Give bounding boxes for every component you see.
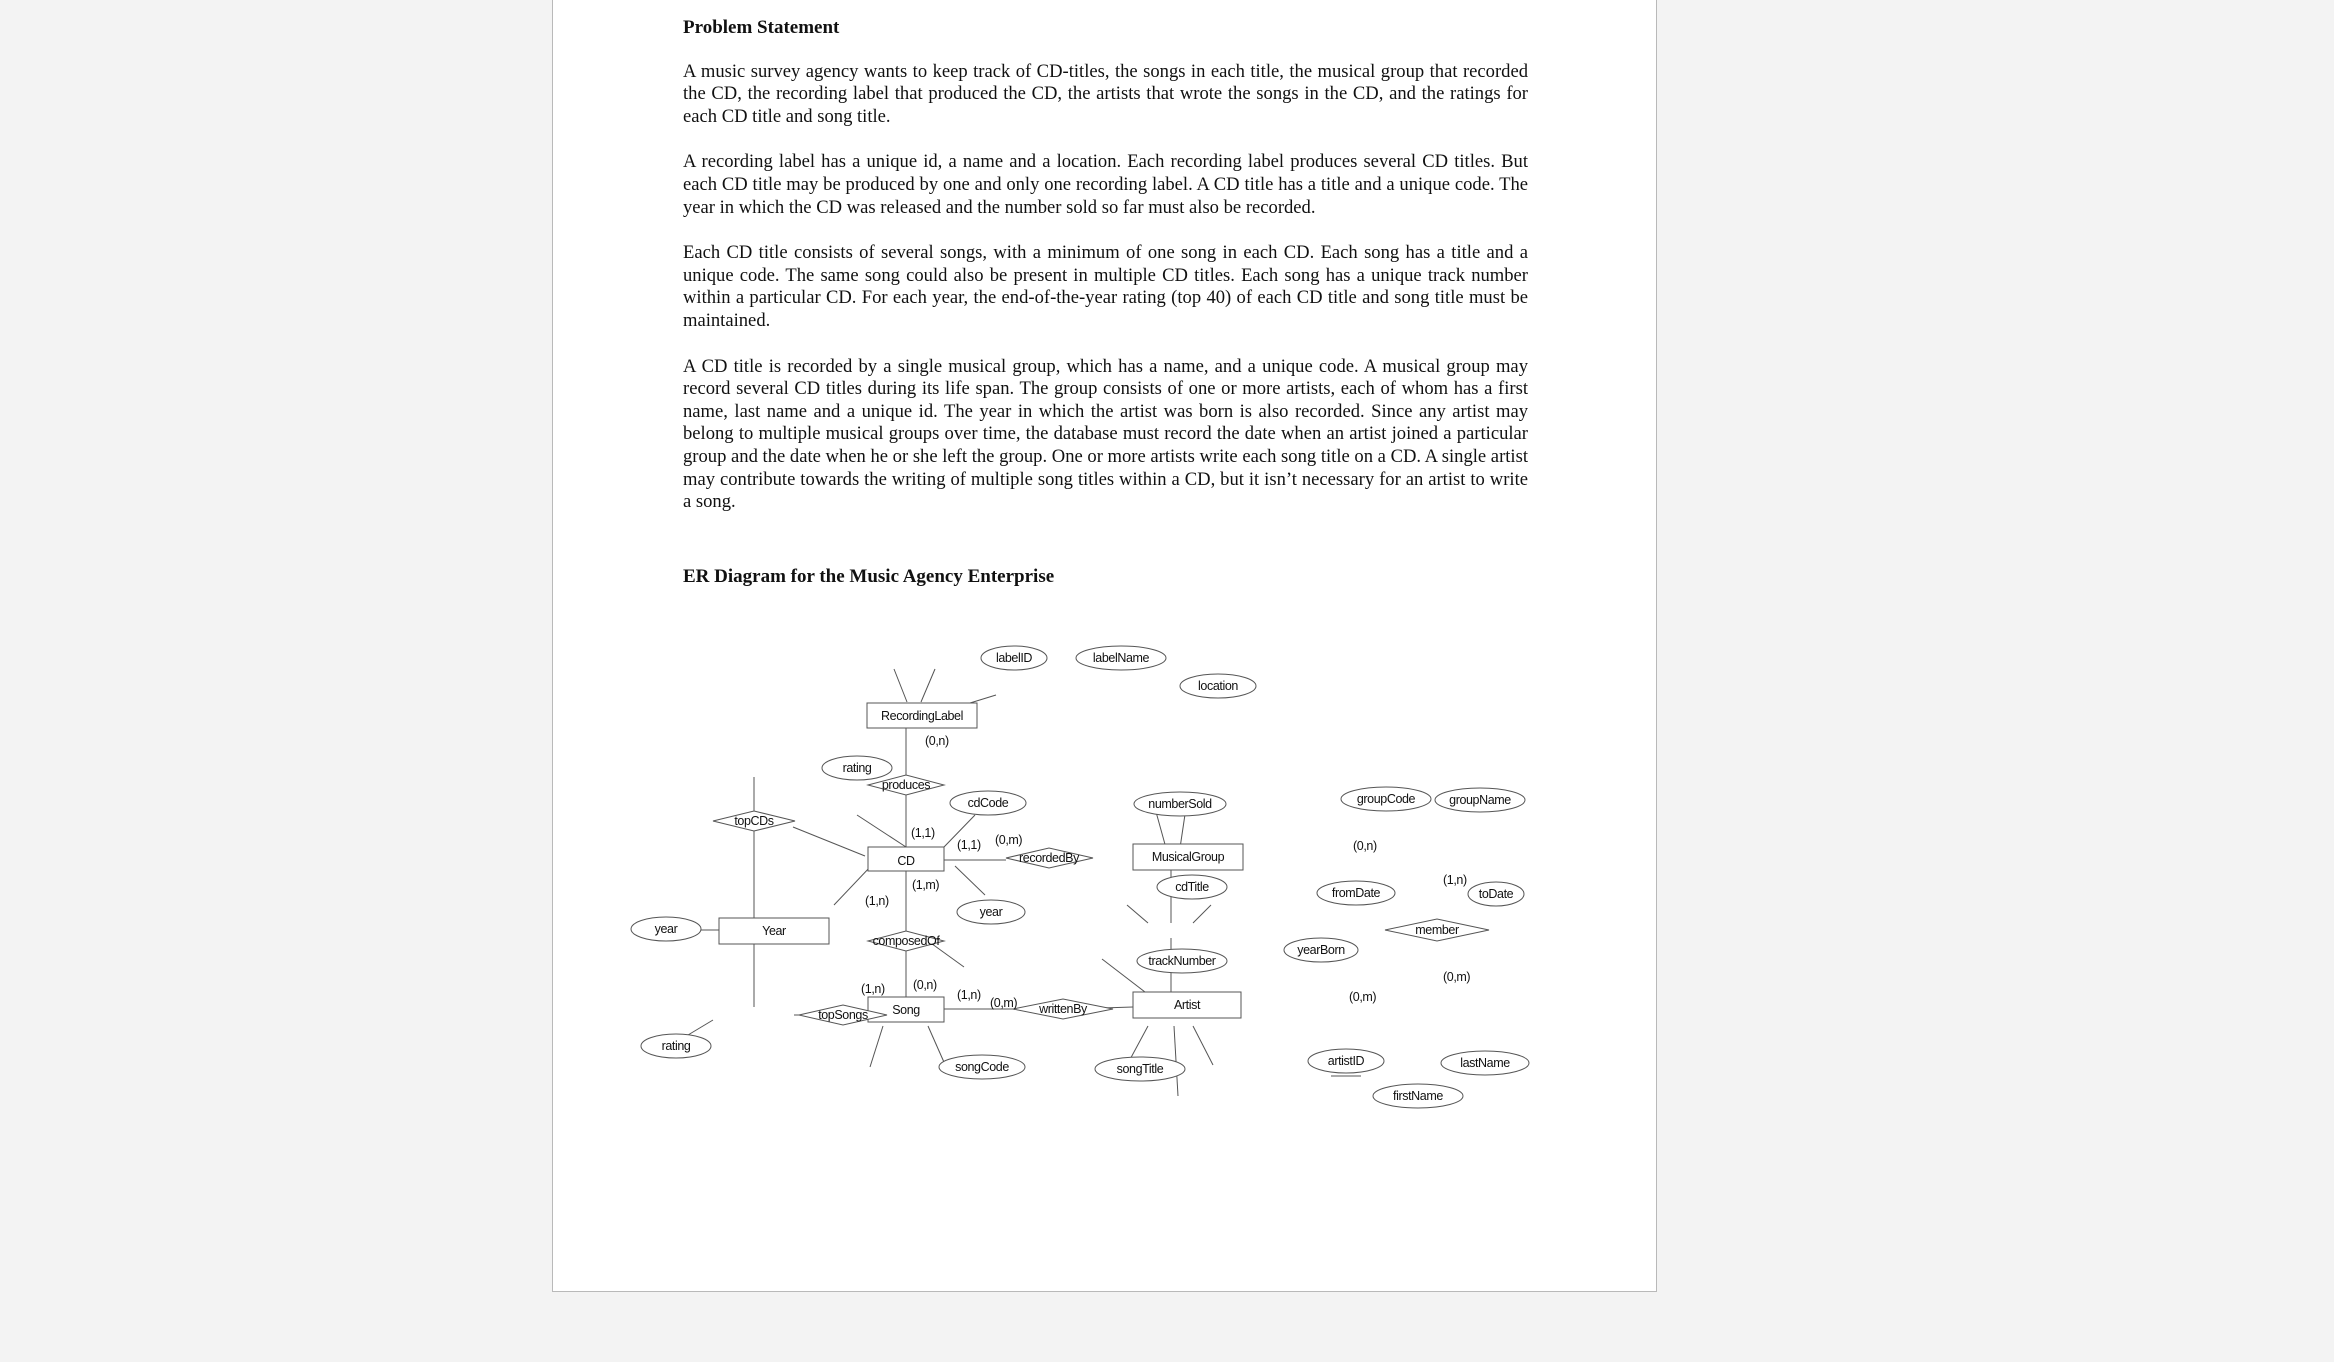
attribute-rating-cds: [822, 756, 892, 780]
entity-song: [868, 997, 944, 1022]
svg-text:year: year: [654, 922, 678, 936]
svg-text:artistID: artistID: [1327, 1054, 1365, 1068]
attribute-from-date: [1317, 881, 1395, 905]
problem-statement-heading: Problem Statement: [683, 17, 840, 38]
relationship-written-by: [1013, 999, 1113, 1019]
er-diagram-heading: ER Diagram for the Music Agency Enterprise: [683, 566, 1055, 587]
svg-text:recordedBy: recordedBy: [1019, 851, 1079, 865]
cardinality-artist-member: (0,m): [1443, 970, 1471, 984]
svg-text:member: member: [1415, 923, 1459, 937]
cardinality-song-topsongs: (0,m): [990, 996, 1018, 1010]
svg-text:MusicalGroup: MusicalGroup: [1151, 850, 1225, 864]
attribute-location: [1180, 674, 1256, 698]
attribute-song-code: [939, 1055, 1025, 1079]
paragraph-3: Each CD title consists of several songs, with a minimum of one song in each CD. Each song has a title and a unique code. The same song could also be present in multiple CD titles. Each song has a unique track number within a particular CD. For each year, the end-of-the-year rating (top 40) of each CD title and song title must be maintained.: [683, 242, 1528, 331]
svg-text:numberSold: numberSold: [1148, 797, 1212, 811]
svg-text:Artist: Artist: [1173, 998, 1201, 1012]
document-page: [552, 0, 1657, 1292]
svg-text:yearBorn: yearBorn: [1297, 943, 1345, 957]
paragraph-2: A recording label has a unique id, a name and a location. Each recording label produces several CD titles. But each CD title may be produced by one and only one recording label. A CD title has a title and a unique code. The year in which the CD was released and the number sold so far must also be recorded.: [683, 151, 1528, 218]
svg-text:songCode: songCode: [955, 1060, 1009, 1074]
svg-text:topSongs: topSongs: [818, 1008, 868, 1022]
svg-text:toDate: toDate: [1478, 887, 1514, 901]
svg-text:Song: Song: [892, 1003, 920, 1017]
entity-artist: [1133, 992, 1241, 1018]
attribute-cd-code: [950, 791, 1026, 815]
svg-text:Year: Year: [762, 924, 786, 938]
entity-cd: [868, 847, 944, 871]
svg-text:labelName: labelName: [1092, 651, 1150, 665]
paragraph-4: A CD title is recorded by a single musical group, which has a name, and a unique code. A musical group may record several CD titles during its life span. The group consists of one or more artists, each of whom has a first name, last name and a unique id. The year in which the artist was born is also recorded. Since any artist may belong to multiple musical groups over time, the database must record the date when an artist joined a particular group and the date when he or she left the group. One or more artists write each song title on a CD. A single artist may contribute towards the writing of multiple song titles within a CD, but it isn’t necessary for an artist to write a song.: [683, 355, 1528, 513]
attribute-artist-id: [1308, 1049, 1384, 1076]
cardinality-group-recordedby: (0,n): [1353, 839, 1377, 853]
entity-musical-group: [1133, 844, 1243, 870]
svg-text:groupCode: groupCode: [1356, 792, 1416, 806]
paragraph-1: A music survey agency wants to keep track of CD-titles, the songs in each title, the musical group that recorded the CD, the recording label that produced the CD, the artists that wrote the songs in the CD, and the ratings for each CD title and song title.: [683, 60, 1528, 127]
entity-recording-label: [867, 703, 977, 728]
relationship-recorded-by: [1006, 848, 1093, 868]
attribute-year-born: [1284, 938, 1358, 962]
svg-text:topCDs: topCDs: [734, 814, 774, 828]
cardinality-cd-recordedby: (1,1): [957, 838, 981, 852]
cardinality-cd-composedof: (1,m): [912, 878, 940, 892]
attribute-song-title: [1095, 1057, 1185, 1081]
svg-text:composedOf: composedOf: [872, 934, 940, 948]
relationship-top-cds: [713, 811, 795, 831]
cardinality-cd-produces: (1,1): [911, 826, 935, 840]
attribute-label-name: [1076, 646, 1166, 670]
attribute-rating-songs: [641, 1034, 711, 1058]
relationship-composed-of: [868, 931, 944, 951]
svg-text:cdTitle: cdTitle: [1175, 880, 1209, 894]
relationship-produces: [868, 775, 944, 795]
entity-year: [719, 918, 829, 944]
attribute-group-name: [1435, 788, 1525, 812]
attribute-number-sold: [1134, 792, 1226, 816]
attribute-to-date: [1468, 882, 1524, 906]
attribute-last-name: [1441, 1051, 1529, 1075]
relationship-member: [1385, 919, 1489, 941]
svg-text:RecordingLabel: RecordingLabel: [881, 709, 963, 723]
svg-text:produces: produces: [881, 778, 931, 792]
svg-text:CD: CD: [897, 854, 915, 868]
cardinality-song-writtenby: (1,n): [957, 988, 981, 1002]
attribute-year: [631, 917, 701, 941]
svg-text:groupName: groupName: [1449, 793, 1511, 807]
svg-text:writtenBy: writtenBy: [1039, 1002, 1087, 1016]
cardinality-label-produces: (0,n): [925, 734, 949, 748]
svg-text:rating: rating: [661, 1039, 691, 1053]
cardinality-group-member: (1,n): [1443, 873, 1467, 887]
svg-text:songTitle: songTitle: [1116, 1062, 1164, 1076]
cardinality-song-composedof: (0,n): [913, 978, 937, 992]
svg-text:firstName: firstName: [1393, 1089, 1443, 1103]
attribute-cd-title: [1157, 875, 1227, 899]
cardinality-cd-topcds: (0,m): [995, 833, 1023, 847]
svg-text:labelID: labelID: [995, 651, 1033, 665]
svg-text:lastName: lastName: [1460, 1056, 1510, 1070]
attribute-first-name: [1373, 1084, 1463, 1108]
svg-text:fromDate: fromDate: [1331, 886, 1381, 900]
attribute-group-code: [1341, 787, 1431, 811]
svg-text:trackNumber: trackNumber: [1148, 954, 1216, 968]
cardinality-year-topsongs: (1,n): [861, 982, 885, 996]
svg-text:cdCode: cdCode: [967, 796, 1009, 810]
svg-text:location: location: [1198, 679, 1238, 693]
er-diagram: [553, 0, 1658, 1293]
cardinality-year-topcds: (1,n): [865, 894, 889, 908]
cardinality-artist-writtenby: (0,m): [1349, 990, 1377, 1004]
attribute-label-id: [981, 646, 1047, 670]
attribute-cd-year: [957, 900, 1025, 924]
svg-text:year: year: [979, 905, 1003, 919]
attribute-track-number: [1137, 949, 1227, 973]
svg-text:rating: rating: [842, 761, 872, 775]
